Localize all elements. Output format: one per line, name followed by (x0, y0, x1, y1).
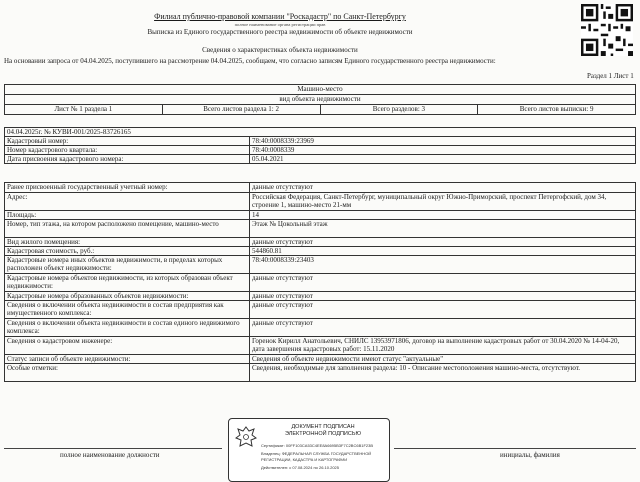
field-value: данные отсутствуют (250, 319, 636, 337)
object-header-table (4, 84, 636, 115)
document-title: Выписка из Единого государственного реестра недвижимости об объекте недвижимости (147, 28, 413, 36)
field-value: Этаж № Цокольный этаж (250, 220, 636, 238)
request-reference: 04.04.2025г. № КУВИ-001/2025-83726165 (5, 128, 636, 137)
field-label: Кадастровая стоимость, руб.: (5, 247, 250, 256)
field-label: Номер кадастрового квартала: (5, 146, 250, 155)
field-label: Номер, тип этажа, на котором расположено помещение, машино-место (5, 220, 250, 238)
name-signature-line (394, 448, 636, 449)
stamp-owner: Владелец: ФЕДЕРАЛЬНАЯ СЛУЖБА ГОСУДАРСТВЕННОЙ (261, 451, 372, 456)
request-statement: На основании запроса от 04.04.2025, поступившего на рассмотрение 04.04.2025, сообщаем, что согласно записям Единого государственного реестра недвижимости: (4, 57, 496, 65)
issuer-name: Филиал публично-правовой компании "Роскадастр" по Санкт-Петербургу (154, 12, 406, 21)
position-signature-line (4, 448, 222, 449)
field-value: Сведения об объекте недвижимости имеют статус "актуальные" (250, 355, 636, 364)
field-value: Сведения, необходимые для заполнения раздела: 10 - Описание местоположения машино-места, отсутствуют. (250, 364, 636, 382)
field-label: Сведения о включении объекта недвижимости в состав единого недвижимого комплекса: (5, 319, 250, 337)
field-value: 05.04.2021 (250, 155, 636, 164)
section-label: Раздел 1 Лист 1 (587, 72, 634, 80)
issuer-caption: полное наименование органа регистрации прав (234, 22, 326, 27)
field-value: Горенок Кирилл Анатольевич, СНИЛС 13953971806, договор на выполнение кадастровых работ от 30.04.2020 № 14-04-20, дата завершения кадастровых работ: 15.11.2020 (250, 337, 636, 355)
field-value: 78:40:0008339 (250, 146, 636, 155)
sheets-in-section: Всего листов раздела 1: 2 (162, 105, 320, 115)
electronic-signature-stamp (228, 418, 390, 482)
stamp-certificate: Сертификат: 00FF103CA53C4EE8A6695B3F7C2BC6B1F23B (261, 443, 374, 448)
field-label: Дата присвоения кадастрового номера: (5, 155, 250, 164)
stamp-owner-continued: РЕГИСТРАЦИИ, КАДАСТРА И КАРТОГРАФИИ (261, 457, 348, 462)
field-value: данные отсутствуют (250, 238, 636, 247)
field-label: Кадастровые номера объектов недвижимости, из которых образован объект недвижимости: (5, 274, 250, 292)
field-value: данные отсутствуют (250, 183, 636, 193)
field-label: Вид жилого помещения: (5, 238, 250, 247)
field-value: Российская Федерация, Санкт-Петербург, муниципальный округ Южно-Приморский, проспект Петергофский, дом 34, строение 1, машино-место 21-мм (250, 193, 636, 211)
field-value: 544860.81 (250, 247, 636, 256)
field-label: Статус записи об объекте недвижимости: (5, 355, 250, 364)
field-label: Кадастровые номера образованных объектов недвижимости: (5, 292, 250, 301)
object-type: Машино-место (5, 85, 636, 95)
field-label: Кадастровый номер: (5, 137, 250, 146)
stamp-subtitle: ЭЛЕКТРОННОЙ ПОДПИСЬЮ (284, 431, 362, 437)
field-label: Ранее присвоенный государственный учетный номер: (5, 183, 250, 193)
field-value: 14 (250, 211, 636, 220)
field-label: Площадь: (5, 211, 250, 220)
sections-total: Всего разделов: 3 (320, 105, 478, 115)
stamp-title: ДОКУМЕНТ ПОДПИСАН (291, 424, 355, 430)
field-label: Кадастровые номера иных объектов недвижимости, в пределах которых расположен объект недвижимости: (5, 256, 250, 274)
sheets-total: Всего листов выписки: 9 (478, 105, 636, 115)
field-value: данные отсутствуют (250, 301, 636, 319)
field-value: данные отсутствуют (250, 274, 636, 292)
name-caption: инициалы, фамилия (500, 451, 560, 459)
field-value: 78:40:0008339:23403 (250, 256, 636, 274)
object-type-caption: вид объекта недвижимости (5, 95, 636, 105)
field-label: Особые отметки: (5, 364, 250, 382)
field-label: Сведения о кадастровом инженере: (5, 337, 250, 355)
field-value: 78:40:0008339:23969 (250, 137, 636, 146)
document-subtitle: Сведения о характеристиках объекта недвижимости (202, 46, 358, 54)
stamp-validity: Действителен: с 07.08.2024 по 26.10.2025 (261, 465, 339, 470)
qr-code-icon (581, 4, 633, 56)
emblem-icon (235, 425, 257, 449)
sheet-number: Лист № 1 раздела 1 (5, 105, 163, 115)
characteristics-table (4, 182, 636, 382)
registry-summary-table (4, 127, 636, 164)
field-label: Сведения о включении объекта недвижимости в состав предприятия как имущественного комплекса: (5, 301, 250, 319)
field-label: Адрес: (5, 193, 250, 211)
position-caption: полное наименование должности (60, 451, 160, 459)
field-value: данные отсутствуют (250, 292, 636, 301)
